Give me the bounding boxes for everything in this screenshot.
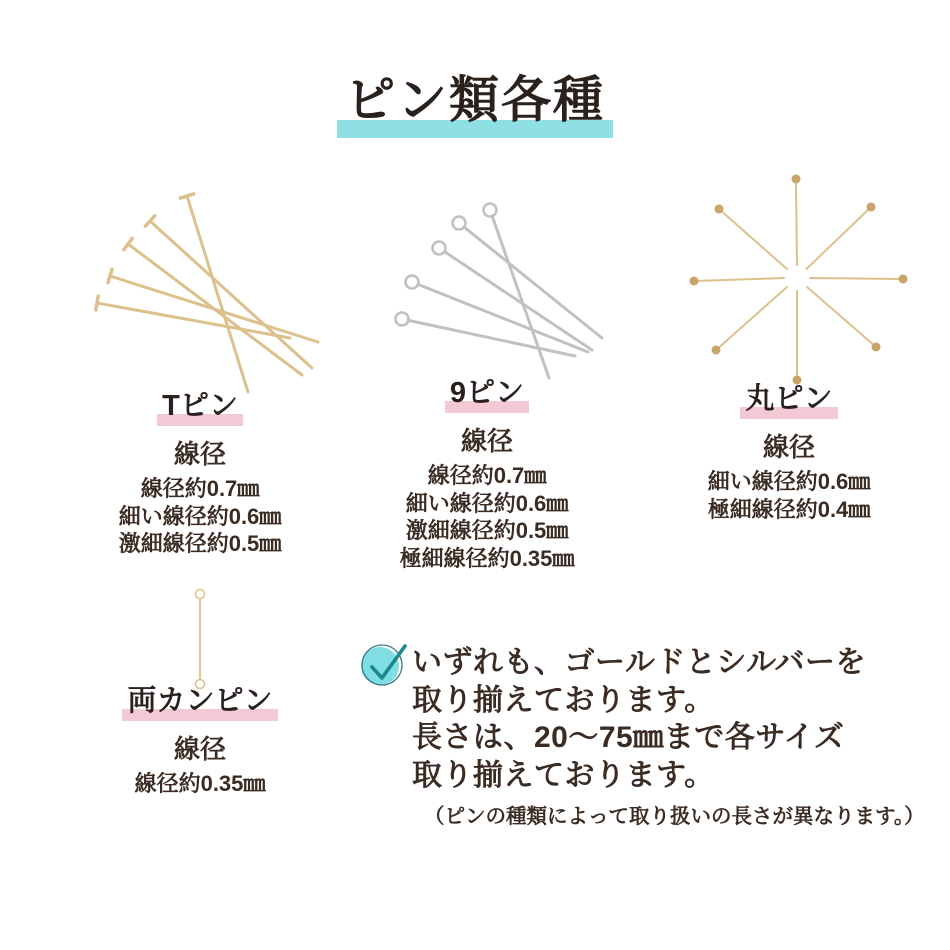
spec-list: [664, 468, 914, 523]
round-pin-illustration-icon: [683, 168, 918, 393]
spec-line: 線径約0.7㎜: [140, 476, 260, 502]
page-title-wrap: [0, 60, 950, 138]
double-loop-pin-illustration-icon: [183, 586, 217, 694]
pin-label: Tピン: [157, 391, 243, 426]
pin-label: 丸ピン: [740, 384, 837, 419]
spec-line: 激細線径約0.5㎜: [118, 531, 282, 557]
spec-list: [362, 462, 612, 572]
spec-line: 極細線径約0.35㎜: [399, 545, 575, 571]
note-lines: [412, 644, 912, 794]
diameter-heading: 線径: [460, 426, 513, 457]
diameter-heading: 線径: [762, 432, 815, 463]
note-caption: （ピンの種類によって取り扱いの長さが異なります。）: [424, 805, 925, 828]
spec-line: 細い線径約0.6㎜: [405, 490, 569, 516]
note-line: いずれも、ゴールドとシルバーを: [412, 646, 867, 679]
page-title: ピン類各種: [337, 60, 613, 138]
pin-label: 両カンピン: [122, 686, 277, 721]
diameter-heading: 線径: [173, 734, 226, 765]
pin-section-double-loop-pin: [75, 686, 325, 798]
t-pin-illustration-icon: [85, 185, 330, 400]
spec-line: 激細線径約0.5㎜: [405, 518, 569, 544]
spec-list: [75, 770, 325, 798]
spec-line: 細い線径約0.6㎜: [707, 469, 871, 495]
pin-section-t-pin: [75, 391, 325, 558]
spec-list: [75, 475, 325, 558]
pin-section-nine-pin: [362, 378, 612, 572]
spec-line: 極細線径約0.4㎜: [707, 496, 871, 522]
spec-line: 線径約0.35㎜: [134, 771, 266, 797]
pin-label: 9ピン: [445, 378, 529, 413]
diameter-heading: 線径: [173, 439, 226, 470]
spec-line: 線径約0.7㎜: [427, 463, 547, 489]
note-line: 取り揃えております。: [412, 758, 715, 792]
pin-section-round-pin: [664, 384, 914, 523]
spec-line: 細い線径約0.6㎜: [118, 503, 282, 529]
note-line: 取り揃えております。: [412, 683, 715, 717]
note-block: [412, 644, 925, 829]
nine-pin-illustration-icon: [388, 197, 618, 392]
check-icon: [358, 636, 410, 697]
note-line: 長さは、20〜75㎜まで各サイズ: [412, 721, 845, 754]
